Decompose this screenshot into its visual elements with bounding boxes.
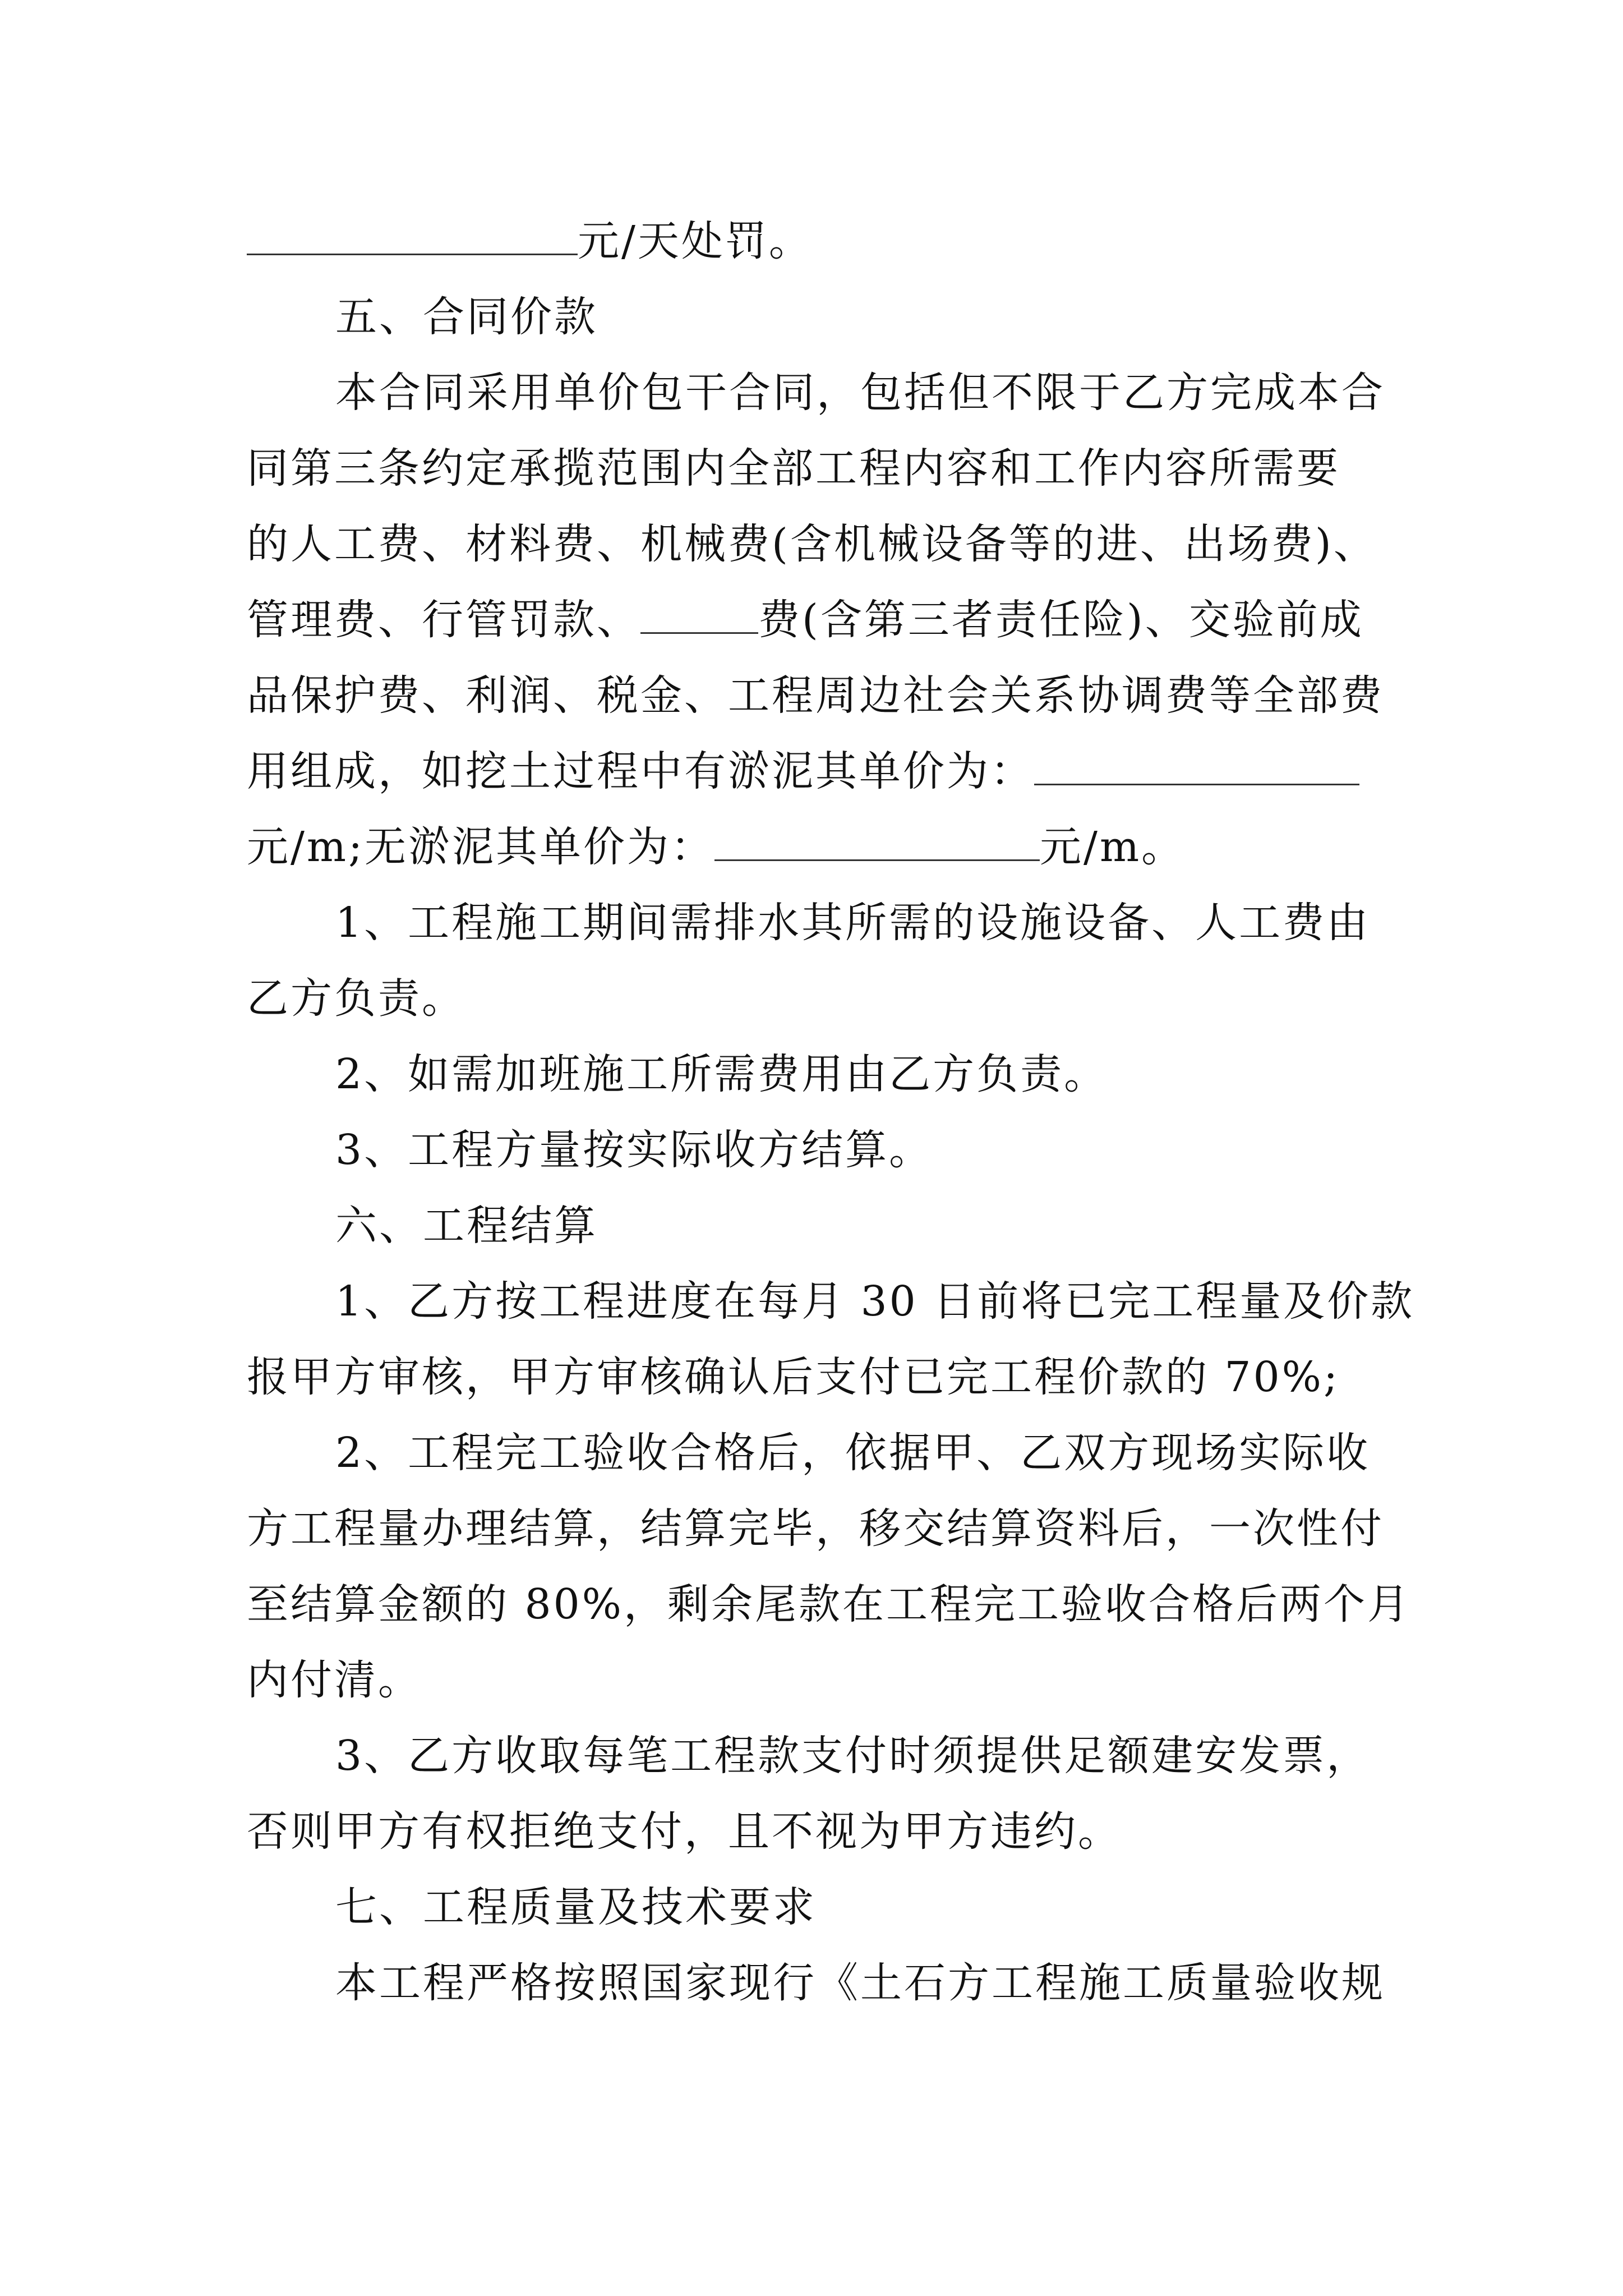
paragraph-line: 乙方负责。 xyxy=(247,974,465,1023)
clause-item: 3、乙方收取每笔工程款支付时须提供足额建安发票， xyxy=(335,1732,1371,1780)
section-heading-quality: 七、工程质量及技术要求 xyxy=(335,1883,817,1931)
paragraph-line xyxy=(247,743,1391,799)
paragraph-line: 内付清。 xyxy=(247,1656,422,1704)
blank-field-fee-type xyxy=(640,593,758,634)
clause-item: 1、工程施工期间需排水其所需的设施设备、人工费由 xyxy=(335,899,1371,947)
section-heading-settlement: 六、工程结算 xyxy=(335,1202,598,1250)
clause-item: 1、乙方按工程进度在每月 30 日前将已完工程量及价款 xyxy=(335,1277,1415,1326)
blank-field-silt-unit-price xyxy=(1034,744,1359,785)
clause-item: 3、工程方量按实际收方结算。 xyxy=(335,1126,933,1174)
text-segment: 管理费、行管罚款、 xyxy=(247,596,640,644)
blank-field-penalty-amount xyxy=(247,214,578,255)
text-segment: 用组成，如挖土过程中有淤泥其单价为： xyxy=(247,747,1034,795)
paragraph-line: 的人工费、材料费、机械费(含机械设备等的进、出场费)、 xyxy=(247,520,1377,568)
clause-item: 2、工程完工验收合格后，依据甲、乙双方现场实际收 xyxy=(335,1429,1371,1477)
paragraph-line: 方工程量办理结算，结算完毕，移交结算资料后，一次性付 xyxy=(247,1504,1384,1553)
paragraph-line: 同第三条约定承揽范围内全部工程内容和工作内容所需要 xyxy=(247,444,1340,493)
paragraph-line xyxy=(247,592,1391,648)
text-segment: 费(含第三者责任险)、交验前成 xyxy=(758,596,1364,644)
paragraph-line: 本合同采用单价包干合同，包括但不限于乙方完成本合 xyxy=(335,369,1385,417)
penalty-line xyxy=(247,213,1391,269)
blank-field-no-silt-unit-price xyxy=(714,820,1040,861)
clause-item: 2、如需加班施工所需费用由乙方负责。 xyxy=(335,1050,1108,1098)
paragraph-line: 本工程严格按照国家现行《土石方工程施工质量验收规 xyxy=(335,1959,1385,2007)
paragraph-line: 报甲方审核，甲方审核确认后支付已完工程价款的 70%; xyxy=(247,1353,1340,1401)
paragraph-line: 至结算金额的 80%，剩余尾款在工程完工验收合格后两个月 xyxy=(247,1580,1411,1628)
text-segment: 元/m。 xyxy=(1040,823,1186,871)
paragraph-line xyxy=(247,819,1391,875)
section-heading-contract-price: 五、合同价款 xyxy=(335,293,598,341)
text-segment: 元/m;无淤泥其单价为： xyxy=(247,823,715,871)
text-segment: 元/天处罚。 xyxy=(578,217,813,265)
paragraph-line: 品保护费、利润、税金、工程周边社会关系协调费等全部费 xyxy=(247,671,1384,720)
paragraph-line: 否则甲方有权拒绝支付，且不视为甲方违约。 xyxy=(247,1807,1122,1856)
